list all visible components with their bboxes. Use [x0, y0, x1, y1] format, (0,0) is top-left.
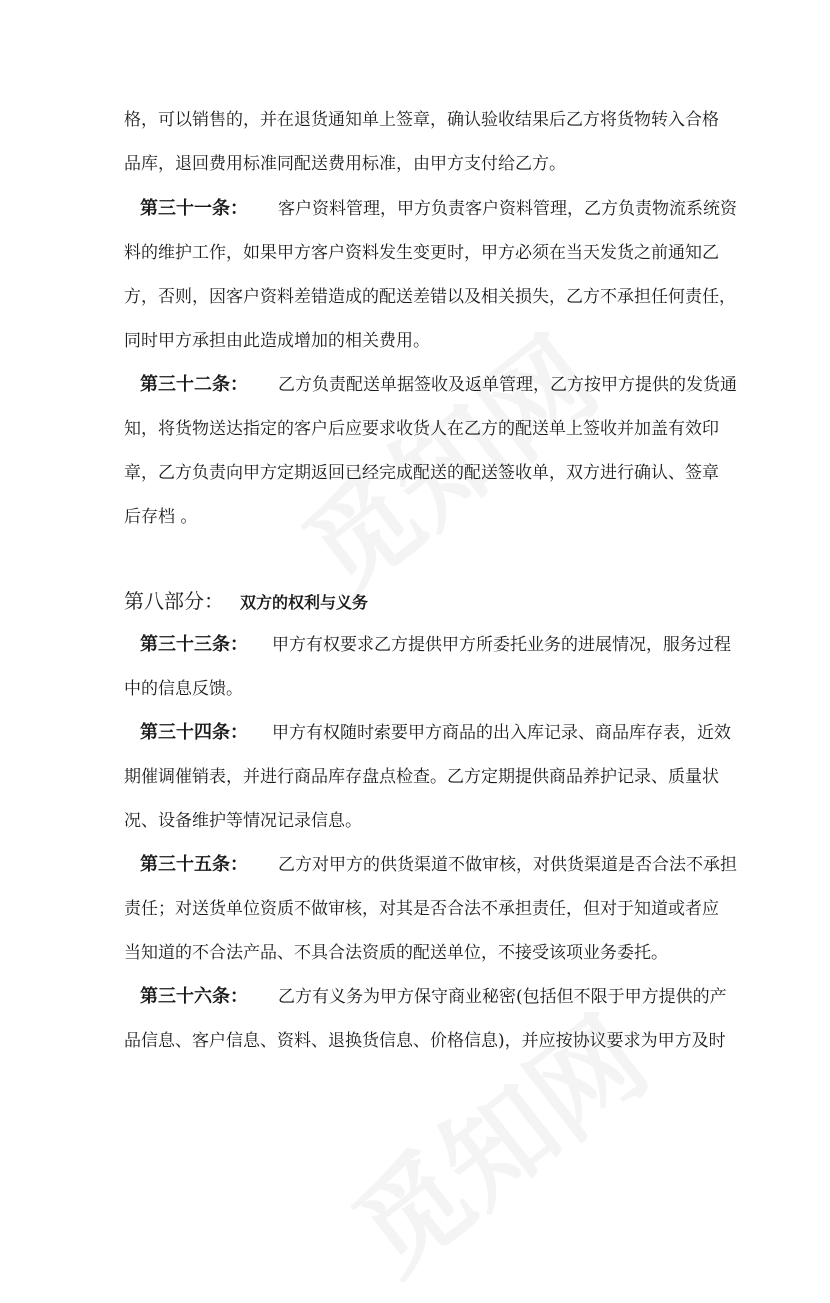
section-title: 第八部分： [124, 589, 224, 613]
paragraph-line: 后存档 。 [124, 507, 198, 527]
paragraph-text: 乙方对甲方的供货渠道不做审核，对供货渠道是否合法不承担 [278, 855, 737, 875]
paragraph-line: 同时甲方承担由此造成增加的相关费用。 [124, 331, 430, 351]
section-subtitle: 双方的权利与义务 [240, 593, 369, 612]
article-heading: 第三十三条： [140, 634, 248, 655]
article-heading: 第三十二条： [140, 374, 248, 395]
paragraph-text: 乙方负责配送单据签收及返单管理，乙方按甲方提供的发货通 [278, 375, 737, 395]
paragraph-line: 料的维护工作，如果甲方客户资料发生变更时，甲方必须在当天发货之前通知乙 [124, 243, 719, 263]
paragraph-text: 甲方有权要求乙方提供甲方所委托业务的进展情况，服务过程 [272, 635, 731, 655]
paragraph-line: 中的信息反馈。 [124, 679, 243, 699]
article-heading: 第三十一条： [140, 198, 248, 219]
paragraph-text: 客户资料管理，甲方负责客户资料管理，乙方负责物流系统资 [278, 199, 737, 219]
article-heading: 第三十六条： [140, 986, 248, 1007]
paragraph-line: 章，乙方负责向甲方定期返回已经完成配送的配送签收单，双方进行确认、签章 [124, 463, 719, 483]
paragraph-text: 甲方有权随时索要甲方商品的出入库记录、商品库存表，近效 [272, 723, 731, 743]
article-35-first-line [140, 853, 737, 877]
paragraph-line: 期催调催销表，并进行商品库存盘点检查。乙方定期提供商品养护记录、质量状 [124, 767, 719, 787]
paragraph-line: 况、设备维护等情况记录信息。 [124, 811, 362, 831]
paragraph-line: 品库，退回费用标准同配送费用标准，由甲方支付给乙方。 [124, 154, 566, 174]
watermark [316, 975, 673, 1303]
article-34-first-line [140, 721, 731, 745]
article-heading: 第三十五条： [140, 854, 248, 875]
article-36-first-line [140, 985, 727, 1009]
section-heading [124, 588, 368, 616]
article-heading: 第三十四条： [140, 722, 248, 743]
article-33-first-line [140, 633, 731, 657]
paragraph-text: 乙方有义务为甲方保守商业秘密(包括但不限于甲方提供的产 [278, 987, 727, 1007]
article-31-first-line [140, 197, 737, 221]
paragraph-line: 品信息、客户信息、资料、退换货信息、价格信息)，并应按协议要求为甲方及时 [124, 1031, 726, 1051]
paragraph-line: 方，否则，因客户资料差错造成的配送差错以及相关损失，乙方不承担任何责任， [124, 287, 736, 307]
paragraph-line: 格，可以销售的，并在退货通知单上签章，确认验收结果后乙方将货物转入合格 [124, 110, 719, 130]
article-32-first-line [140, 373, 737, 397]
paragraph-line: 责任；对送货单位资质不做审核，对其是否合法不承担责任，但对于知道或者应 [124, 899, 719, 919]
paragraph-line: 当知道的不合法产品、不具合法资质的配送单位，不接受该项业务委托。 [124, 943, 668, 963]
paragraph-line: 知，将货物送达指定的客户后应要求收货人在乙方的配送单上签收并加盖有效印 [124, 419, 719, 439]
